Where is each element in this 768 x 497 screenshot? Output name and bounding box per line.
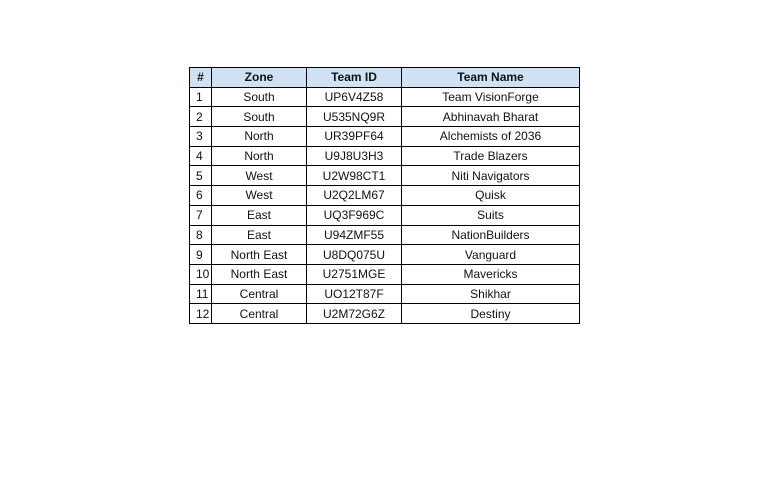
cell-team-id: U535NQ9R: [307, 107, 402, 127]
cell-number: 12: [190, 304, 212, 324]
cell-team-name: Team VisionForge: [402, 87, 580, 107]
cell-team-id: U2W98CT1: [307, 166, 402, 186]
cell-team-name: Abhinavah Bharat: [402, 107, 580, 127]
cell-team-name: NationBuilders: [402, 225, 580, 245]
cell-zone: East: [212, 225, 307, 245]
table-body: [190, 87, 580, 323]
cell-number: 4: [190, 146, 212, 166]
header-team-id: Team ID: [307, 68, 402, 88]
cell-number: 5: [190, 166, 212, 186]
header-row: [190, 68, 580, 88]
cell-number: 3: [190, 127, 212, 147]
cell-number: 8: [190, 225, 212, 245]
cell-team-name: Trade Blazers: [402, 146, 580, 166]
cell-zone: Central: [212, 304, 307, 324]
table-row: [190, 146, 580, 166]
teams-table: [189, 67, 580, 324]
table-row: [190, 304, 580, 324]
cell-number: 6: [190, 186, 212, 206]
cell-team-id: U94ZMF55: [307, 225, 402, 245]
cell-zone: North: [212, 127, 307, 147]
cell-number: 2: [190, 107, 212, 127]
cell-team-id: U2M72G6Z: [307, 304, 402, 324]
cell-team-name: Vanguard: [402, 245, 580, 265]
header-team-name: Team Name: [402, 68, 580, 88]
cell-zone: West: [212, 186, 307, 206]
cell-team-id: U2751MGE: [307, 264, 402, 284]
cell-zone: Central: [212, 284, 307, 304]
cell-team-name: Quisk: [402, 186, 580, 206]
cell-zone: North East: [212, 264, 307, 284]
cell-team-id: U9J8U3H3: [307, 146, 402, 166]
table-row: [190, 166, 580, 186]
cell-number: 7: [190, 205, 212, 225]
cell-team-id: U8DQ075U: [307, 245, 402, 265]
cell-team-name: Shikhar: [402, 284, 580, 304]
cell-number: 11: [190, 284, 212, 304]
cell-number: 1: [190, 87, 212, 107]
cell-team-name: Niti Navigators: [402, 166, 580, 186]
header-number: #: [190, 68, 212, 88]
table-row: [190, 245, 580, 265]
header-zone: Zone: [212, 68, 307, 88]
cell-team-name: Alchemists of 2036: [402, 127, 580, 147]
cell-team-id: UO12T87F: [307, 284, 402, 304]
cell-zone: East: [212, 205, 307, 225]
table-row: [190, 264, 580, 284]
table-row: [190, 225, 580, 245]
cell-team-name: Suits: [402, 205, 580, 225]
cell-number: 10: [190, 264, 212, 284]
cell-zone: South: [212, 87, 307, 107]
cell-team-name: Mavericks: [402, 264, 580, 284]
cell-zone: North East: [212, 245, 307, 265]
cell-team-name: Destiny: [402, 304, 580, 324]
table-row: [190, 107, 580, 127]
cell-team-id: U2Q2LM67: [307, 186, 402, 206]
table-row: [190, 186, 580, 206]
cell-zone: West: [212, 166, 307, 186]
cell-team-id: UP6V4Z58: [307, 87, 402, 107]
table-row: [190, 205, 580, 225]
table-row: [190, 127, 580, 147]
table-row: [190, 284, 580, 304]
table-header: [190, 68, 580, 88]
cell-zone: South: [212, 107, 307, 127]
cell-team-id: UQ3F969C: [307, 205, 402, 225]
cell-number: 9: [190, 245, 212, 265]
cell-team-id: UR39PF64: [307, 127, 402, 147]
table-row: [190, 87, 580, 107]
cell-zone: North: [212, 146, 307, 166]
